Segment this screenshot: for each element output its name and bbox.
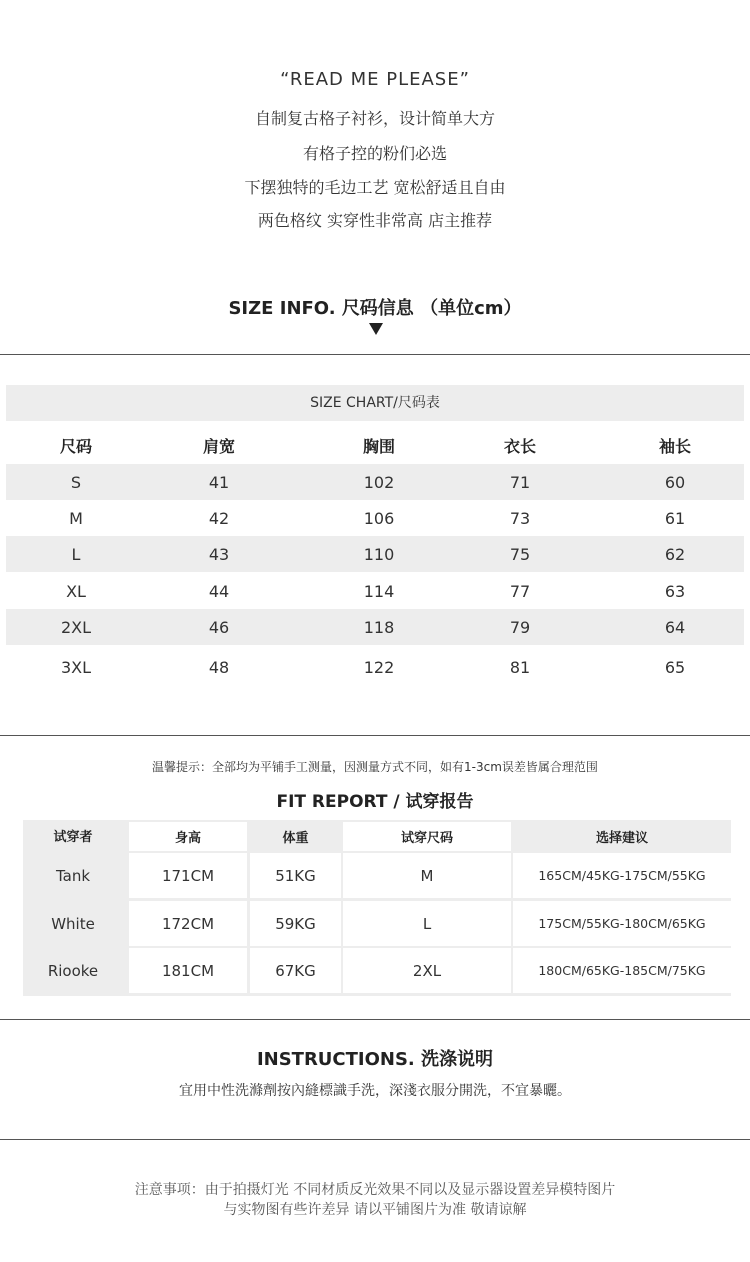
table-row bbox=[6, 573, 744, 609]
table-row bbox=[6, 500, 744, 536]
intro-line-2: 有格子控的粉们必选 bbox=[302, 144, 447, 163]
table-cell: S bbox=[70, 472, 82, 492]
table-cell: 62 bbox=[664, 544, 686, 564]
table-cell: 118 bbox=[363, 617, 395, 637]
table-cell: M bbox=[69, 508, 83, 528]
table-cell: 73 bbox=[509, 508, 531, 528]
column-header: 试穿者 bbox=[53, 829, 93, 845]
divider bbox=[0, 354, 750, 355]
column-header: 试穿尺码 bbox=[343, 822, 511, 851]
column-header: 尺码 bbox=[59, 436, 92, 456]
table-cell: 51KG bbox=[250, 853, 341, 898]
column-header: 选择建议 bbox=[513, 822, 731, 851]
table-cell: 41 bbox=[208, 472, 230, 492]
table-cell: 64 bbox=[664, 617, 686, 637]
table-cell: 65 bbox=[664, 657, 686, 677]
intro-title: “READ ME PLEASE” bbox=[280, 69, 470, 90]
table-cell: XL bbox=[66, 581, 86, 601]
table-cell: 175CM/55KG-180CM/65KG bbox=[513, 901, 731, 946]
intro-line-1: 自制复古格子衬衫，设计简单大方 bbox=[254, 109, 495, 128]
table-cell: 2XL bbox=[60, 617, 92, 637]
size-chart-header bbox=[6, 427, 744, 463]
divider bbox=[0, 1139, 750, 1140]
size-info-heading: SIZE INFO. 尺码信息 （单位cm） bbox=[228, 298, 522, 319]
notice-line-1: 注意事项：由于拍摄灯光 不同材质反光效果不同以及显示器设置差异模特图片 bbox=[134, 1182, 616, 1198]
table-cell: 172CM bbox=[129, 901, 247, 946]
table-cell: 180CM/65KG-185CM/75KG bbox=[513, 948, 731, 993]
table-cell: 114 bbox=[363, 581, 395, 601]
intro-line-4: 两色格纹 实穿性非常高 店主推荐 bbox=[257, 211, 493, 230]
table-cell: 67KG bbox=[250, 948, 341, 993]
table-cell: 77 bbox=[509, 581, 531, 601]
table-cell: 61 bbox=[664, 508, 686, 528]
table-cell: 2XL bbox=[343, 948, 511, 993]
fit-report-table bbox=[23, 820, 731, 996]
down-arrow-icon bbox=[369, 323, 383, 335]
column-header: 肩宽 bbox=[202, 436, 235, 456]
size-chart-caption: SIZE CHART/尺码表 bbox=[6, 385, 744, 421]
table-cell: 59KG bbox=[250, 901, 341, 946]
tester-name: Tank bbox=[55, 866, 91, 885]
table-cell: 122 bbox=[363, 657, 395, 677]
column-header: 衣长 bbox=[503, 436, 536, 456]
divider bbox=[0, 735, 750, 736]
table-cell: 60 bbox=[664, 472, 686, 492]
divider bbox=[0, 1019, 750, 1020]
tester-name: Riooke bbox=[47, 961, 99, 980]
table-cell: 106 bbox=[363, 508, 395, 528]
measurement-tip: 温馨提示：全部均为平铺手工测量，因测量方式不同，如有1-3cm误差皆属合理范围 bbox=[152, 760, 598, 774]
table-cell: 171CM bbox=[129, 853, 247, 898]
table-row bbox=[6, 536, 744, 572]
table-cell: 79 bbox=[509, 617, 531, 637]
table-cell: 81 bbox=[509, 657, 531, 677]
table-cell: 42 bbox=[208, 508, 230, 528]
table-cell: 165CM/45KG-175CM/55KG bbox=[513, 853, 731, 898]
column-header: 体重 bbox=[250, 822, 341, 851]
table-cell: 48 bbox=[208, 657, 230, 677]
instructions-heading: INSTRUCTIONS. 洗涤说明 bbox=[256, 1049, 494, 1070]
table-cell: 71 bbox=[509, 472, 531, 492]
column-header: 袖长 bbox=[658, 436, 691, 456]
table-cell: 46 bbox=[208, 617, 230, 637]
fit-report-heading: FIT REPORT / 试穿报告 bbox=[276, 792, 474, 812]
table-cell: 75 bbox=[509, 544, 531, 564]
table-cell: 44 bbox=[208, 581, 230, 601]
table-cell: 181CM bbox=[129, 948, 247, 993]
table-row bbox=[6, 609, 744, 645]
table-row bbox=[6, 649, 744, 685]
table-cell: 3XL bbox=[60, 657, 92, 677]
column-header: 胸围 bbox=[362, 436, 395, 456]
column-header: 身高 bbox=[129, 822, 247, 851]
table-cell: 63 bbox=[664, 581, 686, 601]
table-cell: 110 bbox=[363, 544, 395, 564]
table-cell: 102 bbox=[363, 472, 395, 492]
table-cell: L bbox=[71, 544, 81, 564]
table-cell: L bbox=[343, 901, 511, 946]
washing-instructions: 宜用中性洗滌劑按內縫標識手洗，深淺衣服分開洗，不宜暴曬。 bbox=[179, 1083, 571, 1099]
intro-line-3: 下摆独特的毛边工艺 宽松舒适且自由 bbox=[244, 178, 506, 197]
tester-name: White bbox=[51, 914, 95, 933]
table-cell: M bbox=[343, 853, 511, 898]
notice-line-2: 与实物图有些许差异 请以平铺图片为准 敬请谅解 bbox=[223, 1202, 527, 1218]
table-row bbox=[6, 464, 744, 500]
table-cell: 43 bbox=[208, 544, 230, 564]
